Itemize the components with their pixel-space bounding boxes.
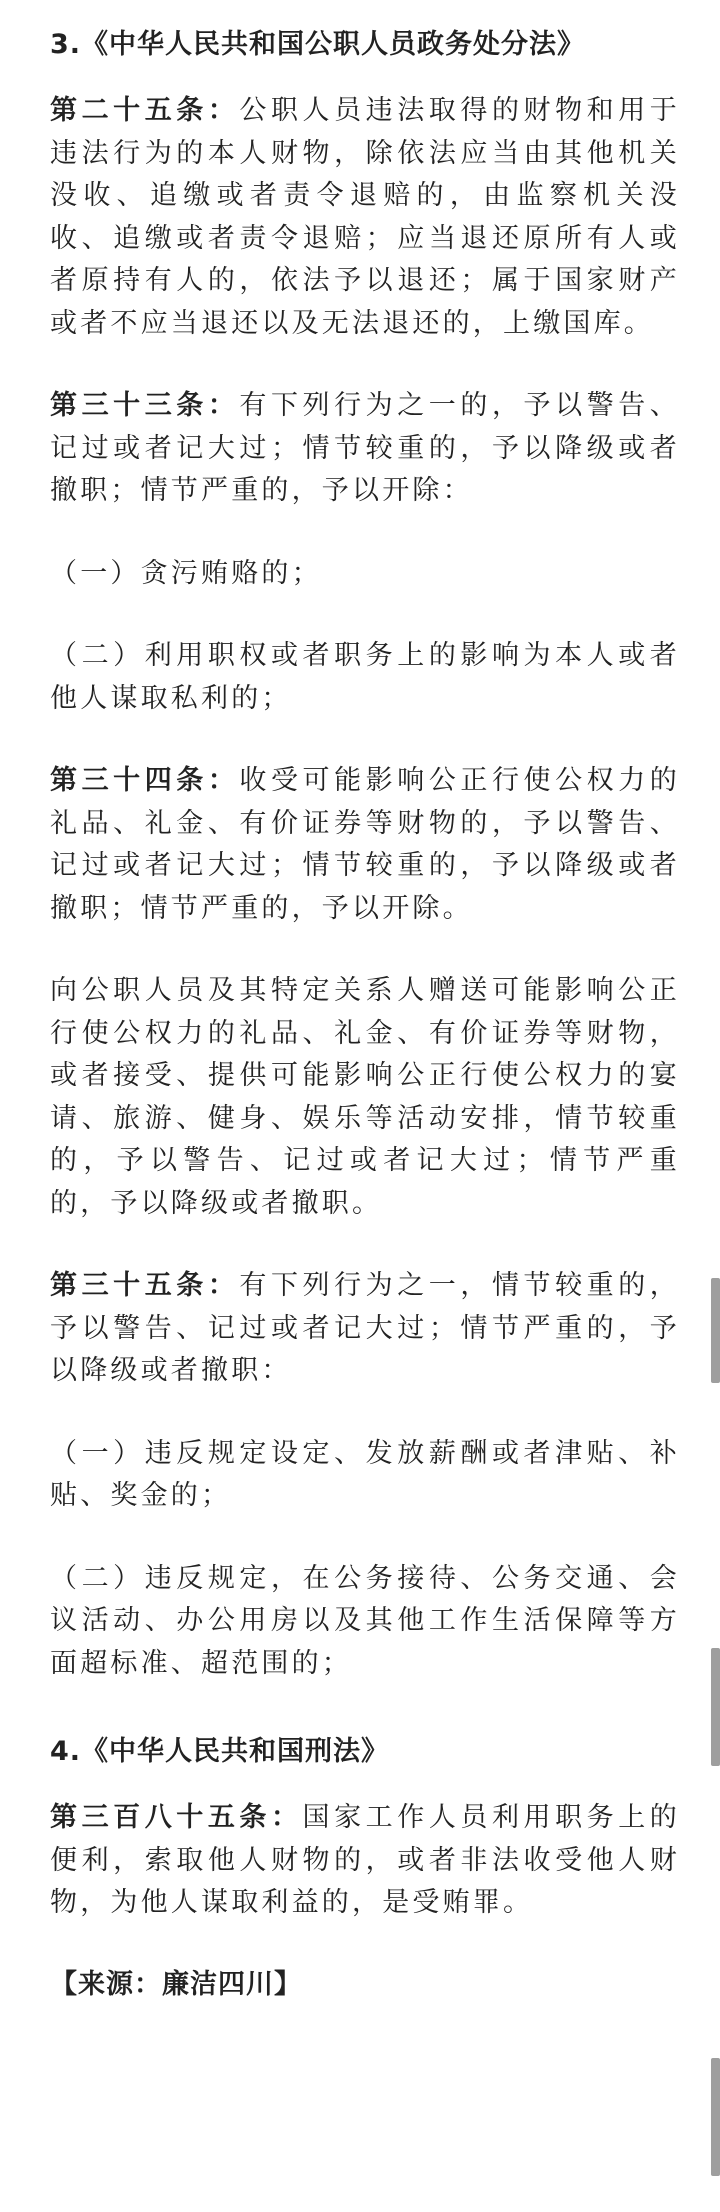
article-text: 国家工作人员利用职务上的便利，索取他人财物的，或者非法收受他人财物，为他人谋取利益的，是受贿罪。: [50, 1802, 680, 1918]
article-paragraph: [50, 1797, 680, 1925]
scroll-indicator: [711, 1278, 720, 1383]
section-heading: 4.《中华人民共和国刑法》: [50, 1736, 390, 1767]
article-paragraph: [50, 90, 680, 345]
article-number: 第三十三条：: [50, 390, 240, 421]
clause-item: [50, 553, 680, 596]
article-number: 第二十五条：: [50, 95, 240, 126]
source-credit: 【来源：廉洁四川】: [50, 1968, 302, 2000]
scroll-indicator: [711, 2058, 720, 2176]
article-number: 第三百八十五条：: [50, 1802, 303, 1833]
article-number: 第三十五条：: [50, 1270, 240, 1301]
article-text: 有下列行为之一的，予以警告、记过或者记大过；情节较重的，予以降级或者撤职；情节严重的，予以开除：: [50, 390, 680, 506]
scroll-indicator: [711, 1648, 720, 1766]
article-text: 收受可能影响公正行使公权力的礼品、礼金、有价证券等财物的，予以警告、记过或者记大过；情节较重的，予以降级或者撤职；情节严重的，予以开除。: [50, 765, 680, 924]
article-body: [50, 18, 680, 2005]
article-paragraph: [50, 970, 680, 1225]
clause-text: （二）利用职权或者职务上的影响为本人或者他人谋取私利的；: [50, 640, 680, 714]
clause-item: [50, 1558, 680, 1686]
clause-item: [50, 1433, 680, 1518]
article-paragraph: [50, 760, 680, 930]
article-number: 第三十四条：: [50, 765, 240, 796]
article-text: 公职人员违法取得的财物和用于违法行为的本人财物，除依法应当由其他机关没收、追缴或者责令退赔的，由监察机关没收、追缴或者责令退赔；应当退还原所有人或者原持有人的，依法予以退还；属于国家财产或者不应当退还以及无法退还的，上缴国库。: [50, 95, 680, 339]
section-heading: 3.《中华人民共和国公职人员政务处分法》: [50, 29, 586, 60]
clause-text: （二）违反规定，在公务接待、公务交通、会议活动、办公用房以及其他工作生活保障等方面超标准、超范围的；: [50, 1562, 680, 1679]
clause-text: （一）违反规定设定、发放薪酬或者津贴、补贴、奖金的；: [50, 1437, 680, 1511]
article-text: 向公职人员及其特定关系人赠送可能影响公正行使公权力的礼品、礼金、有价证券等财物，或者接受、提供可能影响公正行使公权力的宴请、旅游、健身、娱乐等活动安排，情节较重的，予以警告、记过或者记大过；情节严重的，予以降级或者撤职。: [50, 975, 680, 1219]
article-paragraph: [50, 385, 680, 513]
article-paragraph: [50, 1265, 680, 1393]
article-text: 有下列行为之一，情节较重的，予以警告、记过或者记大过；情节严重的，予以降级或者撤职：: [50, 1270, 680, 1386]
clause-text: （一）贪污贿赂的；: [50, 557, 322, 589]
clause-item: [50, 635, 680, 720]
